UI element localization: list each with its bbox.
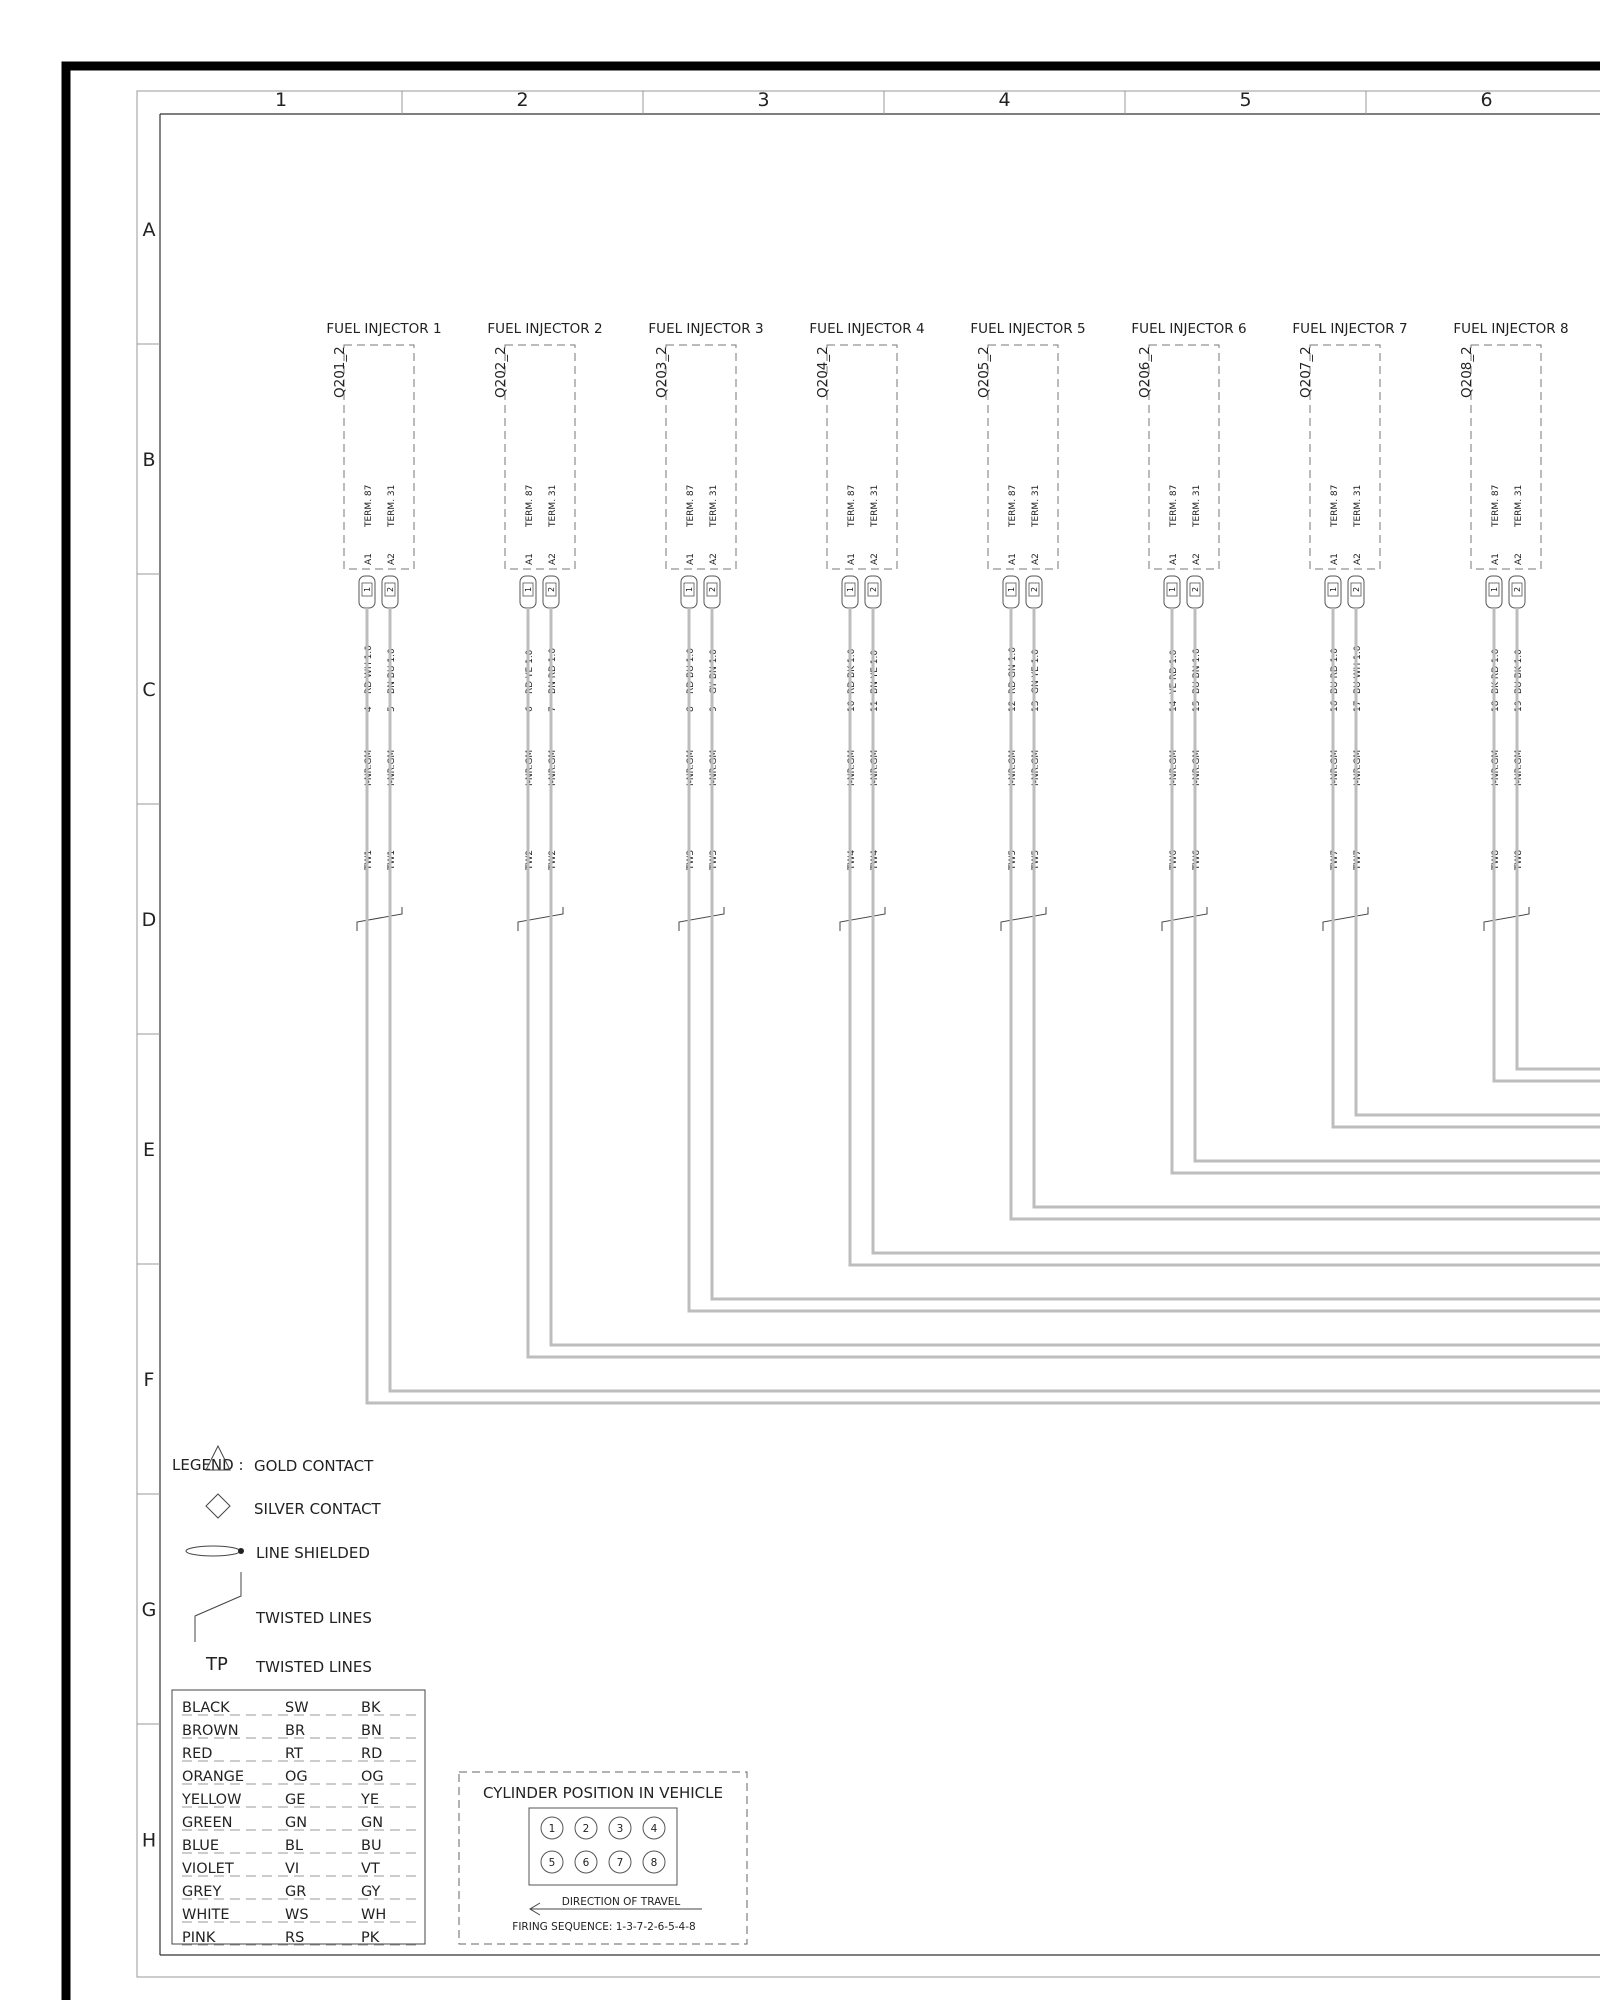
cylinder-number: 8 [650,1857,658,1869]
wire-color-right: BN RD 1.0 [548,647,558,694]
fuel-injector-5 [970,321,1085,931]
color-name: PINK [182,1930,216,1946]
column-number: 5 [1239,89,1252,111]
pin-a1-label: A1 [525,553,535,565]
term-87-label: TERM. 87 [1008,484,1018,527]
cylinder-group [541,1817,665,1873]
color-code-de: BR [285,1723,306,1739]
injector-title: FUEL INJECTOR 7 [1292,321,1408,337]
conduit-label-left: I-NR.GM [1330,749,1340,786]
color-code-de: GR [285,1884,307,1900]
wire-color-left: RD WH 1.0 [364,645,374,694]
legend-label-tp: TWISTED LINES [256,1658,372,1676]
term-87-label: TERM. 87 [525,484,535,527]
wire-right-route [1195,608,1600,1161]
legend-label-silver: SILVER CONTACT [254,1500,381,1518]
row-letter: A [142,219,156,241]
term-87-label: TERM. 87 [1330,484,1340,527]
color-code-en: BU [361,1838,382,1854]
conduit-label-right: I-NR.GM [1514,749,1524,786]
color-code-de: WS [285,1907,309,1923]
wire-number-right: 5 [387,706,397,712]
column-number: 2 [516,89,529,111]
injector-title: FUEL INJECTOR 1 [326,321,442,337]
wire-number-left: 8 [686,706,696,712]
injector-title: FUEL INJECTOR 8 [1453,321,1569,337]
color-code-de: GN [285,1815,308,1831]
pin-a2-label: A2 [387,553,397,565]
pin-a2-label: A2 [1514,553,1524,565]
twist-label-left: TW1 [364,849,374,870]
pin-number: 2 [386,586,395,592]
term-87-label: TERM. 87 [1169,484,1179,527]
fuel-injector-7 [1292,321,1407,931]
wire-number-left: 12 [1008,700,1018,712]
term-87-label: TERM. 87 [847,484,857,527]
pin-number: 1 [1490,586,1499,592]
color-code-de: RT [285,1746,303,1762]
color-code-de: SW [285,1700,309,1716]
pin-number: 1 [1329,586,1338,592]
injector-box [827,345,897,569]
wire-number-left: 16 [1330,700,1340,712]
legend [172,1446,382,1676]
term-87-label: TERM. 87 [364,484,374,527]
twist-label-left: TW5 [1008,849,1018,870]
pin-a1-label: A1 [1330,553,1340,565]
fuel-injector-4 [809,321,924,931]
wire-number-left: 18 [1491,700,1501,712]
conduit-label-right: I-NR.GM [548,749,558,786]
color-code-en: BN [361,1723,382,1739]
cylinder-number: 7 [616,1857,624,1869]
injector-box [1149,345,1219,569]
pin-number: 2 [1030,586,1039,592]
color-name: GREEN [182,1815,233,1831]
color-code-en: WH [361,1907,387,1923]
pin-a2-label: A2 [1353,553,1363,565]
wire-color-right: BU BK 1.0 [1514,649,1524,694]
twist-label-right: TW5 [1031,849,1041,870]
pin-number: 1 [1007,586,1016,592]
wire-number-left: 6 [525,706,535,712]
cylinder-number: 4 [650,1823,658,1835]
cylinder-number: 5 [548,1857,556,1869]
term-31-label: TERM. 31 [1514,484,1524,527]
term-31-label: TERM. 31 [387,484,397,527]
wire-color-left: RD BK 1.0 [847,648,857,694]
fuel-injector-6 [1131,321,1246,931]
pin-a2-label: A2 [548,553,558,565]
pin-number: 1 [685,586,694,592]
twist-symbol [1001,907,1046,931]
wire-number-right: 9 [709,706,719,712]
twist-symbol [1162,907,1207,931]
injector-id: Q202_2 [493,346,509,398]
fuel-injector-3 [648,321,763,931]
wire-right-route [551,608,1600,1345]
twist-label-right: TW3 [709,849,719,870]
twist-label-left: TW8 [1491,849,1501,870]
injector-title: FUEL INJECTOR 3 [648,321,764,337]
twist-label-right: TW1 [387,849,397,870]
wire-color-left: RD GN 1.0 [1008,647,1018,694]
wire-number-left: 4 [364,706,374,712]
pin-a1-label: A1 [1169,553,1179,565]
wire-left-route [1333,608,1600,1127]
pin-number: 1 [363,586,372,592]
direction-label: DIRECTION OF TRAVEL [561,1896,681,1908]
legend-label-gold: GOLD CONTACT [254,1457,374,1475]
wire-right-route [712,608,1600,1299]
injector-title: FUEL INJECTOR 4 [809,321,925,337]
color-code-en: GY [361,1884,381,1900]
color-name: GREY [182,1884,222,1900]
wire-color-right: BN BU 1.0 [387,648,397,694]
conduit-label-right: I-NR.GM [1031,749,1041,786]
twist-symbol [679,907,724,931]
injector-title: FUEL INJECTOR 2 [487,321,603,337]
injector-title: FUEL INJECTOR 6 [1131,321,1247,337]
wire-color-right: BU BN 1.0 [1192,648,1202,694]
conduit-label-right: I-NR.GM [387,749,397,786]
color-name: RED [182,1746,213,1762]
legend-label-shielded: LINE SHIELDED [256,1544,370,1562]
pin-number: 2 [547,586,556,592]
pin-a2-label: A2 [1192,553,1202,565]
twist-symbol [518,907,563,931]
wire-right-route [390,608,1600,1391]
color-code-en: BK [361,1700,381,1716]
conduit-label-left: I-NR.GM [847,749,857,786]
twist-symbol [357,907,402,931]
wire-color-left: BU RD 1.0 [1330,648,1340,694]
color-name: BLACK [182,1700,230,1716]
conduit-label-left: I-NR.GM [525,749,535,786]
term-87-label: TERM. 87 [1491,484,1501,527]
color-code-de: BL [285,1838,304,1854]
wire-color-right: GY BN 1.0 [709,649,719,694]
pin-number: 2 [708,586,717,592]
pin-a2-label: A2 [1031,553,1041,565]
wire-left-route [1172,608,1600,1173]
pin-a1-label: A1 [1008,553,1018,565]
color-code-en: YE [361,1792,380,1808]
row-letter: D [141,909,157,931]
twist-symbol [1323,907,1368,931]
conduit-label-right: I-NR.GM [870,749,880,786]
cylinder-position-box [459,1772,747,1944]
pin-a2-label: A2 [709,553,719,565]
wire-color-left: BK RD 1.0 [1491,648,1501,694]
term-87-label: TERM. 87 [686,484,696,527]
row-letter: F [143,1369,155,1391]
pin-number: 1 [524,586,533,592]
twist-label-left: TW3 [686,849,696,870]
injector-id: Q201_2 [332,346,348,398]
injector-box [1471,345,1541,569]
pin-a1-label: A1 [686,553,696,565]
wire-number-left: 10 [847,700,857,712]
wire-routing [367,608,1600,1403]
wire-right-route [1356,608,1600,1115]
twist-label-right: TW4 [870,849,880,870]
column-number: 4 [998,89,1011,111]
wire-color-right: BN YE 1.0 [870,649,880,694]
color-name: YELLOW [182,1792,242,1808]
conduit-label-left: I-NR.GM [1169,749,1179,786]
wire-number-right: 15 [1192,700,1202,712]
injector-id: Q207_2 [1298,346,1314,398]
twist-label-right: TW8 [1514,849,1524,870]
injector-id: Q203_2 [654,346,670,398]
pin-number: 1 [1168,586,1177,592]
wire-color-right: GN YE 1.0 [1031,649,1041,694]
twist-label-left: TW2 [525,849,535,870]
color-code-de: OG [285,1769,308,1785]
twist-label-right: TW7 [1353,849,1363,870]
color-name: VIOLET [182,1861,234,1877]
twist-symbol [840,907,885,931]
conduit-label-right: I-NR.GM [1192,749,1202,786]
cylinder-number: 2 [582,1823,590,1835]
injector-id: Q205_2 [976,346,992,398]
color-code-en: PK [361,1930,380,1946]
injector-id: Q206_2 [1137,346,1153,398]
conduit-label-left: I-NR.GM [1491,749,1501,786]
color-code-de: GE [285,1792,306,1808]
row-letter: C [142,679,156,701]
row-letter: H [141,1829,157,1852]
wire-color-left: YE RD 1.0 [1169,649,1179,694]
term-31-label: TERM. 31 [870,484,880,527]
wire-right-route [1034,608,1600,1207]
fuel-injector-8 [1453,321,1568,931]
wire-color-left: RD YE 1.0 [525,649,535,694]
injector-box [505,345,575,569]
color-name: ORANGE [182,1769,245,1785]
fuel-injector-2 [487,321,602,931]
term-31-label: TERM. 31 [1031,484,1041,527]
wire-left-route [850,608,1600,1265]
injector-box [988,345,1058,569]
injector-title: FUEL INJECTOR 5 [970,321,1086,337]
cylinder-number: 3 [616,1823,624,1835]
row-letter: B [142,449,156,471]
pin-a1-label: A1 [847,553,857,565]
fuel-injector-1 [326,321,441,931]
injector-box [666,345,736,569]
injector-id: Q204_2 [815,346,831,398]
pin-number: 2 [1352,586,1361,592]
term-31-label: TERM. 31 [1353,484,1363,527]
twist-label-left: TW6 [1169,849,1179,870]
wire-number-right: 17 [1353,700,1363,712]
color-code-en: RD [361,1746,383,1762]
term-31-label: TERM. 31 [709,484,719,527]
cylinder-number: 6 [582,1857,590,1869]
color-code-en: GN [361,1815,384,1831]
legend-title: LEGEND : [172,1456,244,1474]
pin-a1-label: A1 [364,553,374,565]
injector-id: Q208_2 [1459,346,1475,398]
shield-dot-icon [238,1548,244,1554]
wire-number-right: 19 [1514,700,1524,712]
twisted-line-icon [195,1572,241,1642]
twist-label-right: TW6 [1192,849,1202,870]
pin-number: 2 [1513,586,1522,592]
zone-border [137,91,1600,1977]
wire-left-route [1494,608,1600,1081]
legend-label-twisted: TWISTED LINES [256,1609,372,1627]
color-code-rows [181,1700,417,1946]
injector-box [344,345,414,569]
color-code-de: VI [285,1861,300,1877]
pin-a2-label: A2 [870,553,880,565]
conduit-label-right: I-NR.GM [1353,749,1363,786]
wire-color-left: RD BU 1.0 [686,648,696,694]
twist-symbol [1484,907,1529,931]
row-letter: G [141,1599,157,1621]
injector-group [326,321,1568,931]
color-name: BLUE [182,1838,220,1854]
cylinder-number: 1 [548,1823,556,1835]
shield-ellipse-icon [186,1546,240,1556]
cylinder-box-title: CYLINDER POSITION IN VEHICLE [483,1784,723,1802]
term-31-label: TERM. 31 [548,484,558,527]
pin-number: 2 [869,586,878,592]
term-31-label: TERM. 31 [1192,484,1202,527]
wire-number-right: 7 [548,706,558,712]
color-code-en: OG [361,1769,384,1785]
color-code-en: VT [361,1861,380,1877]
injector-box [1310,345,1380,569]
twist-label-left: TW7 [1330,849,1340,870]
wire-right-route [1517,608,1600,1069]
twist-label-right: TW2 [548,849,558,870]
pin-a1-label: A1 [1491,553,1501,565]
conduit-label-right: I-NR.GM [709,749,719,786]
wire-number-right: 11 [870,700,880,712]
conduit-label-left: I-NR.GM [686,749,696,786]
diamond-icon [206,1494,230,1518]
wire-number-left: 14 [1169,700,1179,712]
firing-sequence: FIRING SEQUENCE: 1-3-7-2-6-5-4-8 [512,1921,696,1933]
column-number: 6 [1480,89,1493,111]
row-letter: E [142,1139,156,1161]
pin-number: 1 [846,586,855,592]
tp-symbol: TP [206,1654,228,1675]
wire-number-right: 13 [1031,700,1041,712]
conduit-label-left: I-NR.GM [1008,749,1018,786]
twist-label-left: TW4 [847,849,857,870]
wire-color-right: BU WH 1.0 [1353,645,1363,694]
conduit-label-left: I-NR.GM [364,749,374,786]
color-code-de: RS [285,1930,305,1946]
pin-number: 2 [1191,586,1200,592]
column-number: 1 [274,89,288,111]
color-name: WHITE [182,1907,230,1923]
column-number: 3 [757,89,770,111]
color-name: BROWN [182,1723,239,1739]
